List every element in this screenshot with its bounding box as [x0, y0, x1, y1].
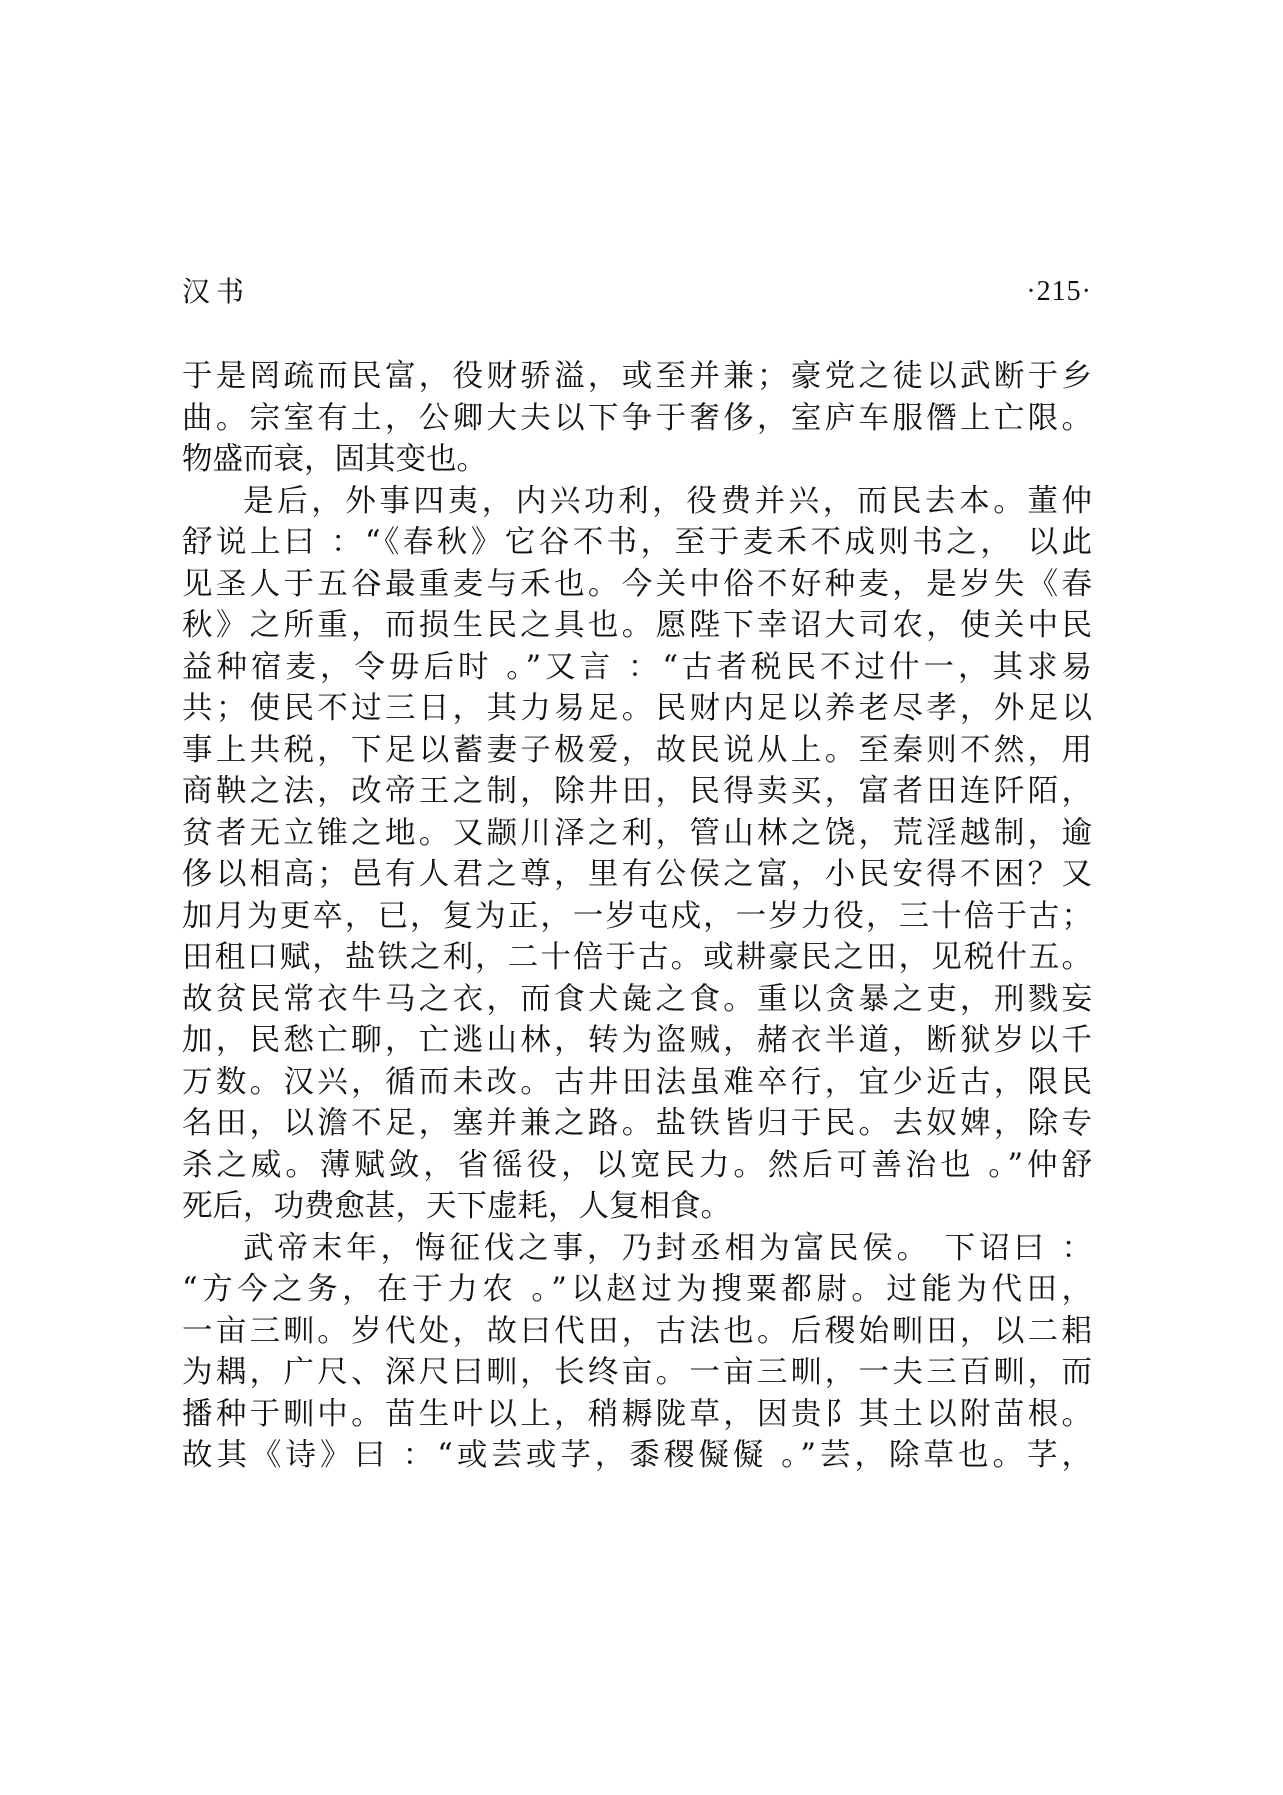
text-line: 商鞅之法，改帝王之制，除井田，民得卖买，富者田连阡陌，: [182, 774, 1092, 809]
text-line: 死后，功费愈甚，天下虚耗，人复相食。: [182, 1189, 731, 1224]
book-title: 汉书: [182, 275, 251, 308]
text-line: 共；使民不过三日，其力易足。民财内足以养老尽孝，外足以: [182, 691, 1092, 726]
text-line: 加，民愁亡聊，亡逃山林，转为盗贼，赭衣半道，断狱岁以千: [182, 1023, 1092, 1058]
text-line: 事上共税，下足以蓄妻子极爱，故民说从上。至秦则不然，用: [182, 732, 1092, 768]
text-line: 一亩三甽。岁代处，故曰代田，古法也。后稷始甽田，以二耜: [182, 1313, 1092, 1349]
page-number: ·215·: [1026, 276, 1092, 307]
paragraph-first-line: 是后，外事四夷，内兴功利，役费并兴，而民去本。董仲: [243, 483, 1092, 519]
text-line: 加月为更卒，已，复为正，一岁屯戍，一岁力役，三十倍于古；: [182, 898, 1092, 934]
text-line: 曲。宗室有土，公卿大夫以下争于奢侈，室庐车服僭上亡限。: [182, 400, 1092, 436]
body-text: [182, 356, 1092, 1477]
text-line: 物盛而衰，固其变也。: [182, 442, 487, 477]
text-line: 田租口赋，盐铁之利，二十倍于古。或耕豪民之田，见税什五。: [182, 940, 1092, 975]
running-head: [182, 272, 1092, 312]
text-line: 杀之威。薄赋敛，省徭役，以宽民力。然后可善治也 。”仲舒: [182, 1147, 1092, 1183]
text-line: 于是罔疏而民富，役财骄溢，或至并兼；豪党之徒以武断于乡: [182, 359, 1092, 394]
text-line: 见圣人于五谷最重麦与禾也。今关中俗不好种麦，是岁失《春: [182, 566, 1092, 602]
text-line: 为耦，广尺、深尺曰甽，长终亩。一亩三甽，一夫三百甽，而: [182, 1355, 1092, 1390]
text-line: 名田，以澹不足，塞并兼之路。盐铁皆归于民。去奴婢，除专: [182, 1106, 1092, 1141]
text-line: 故贫民常衣牛马之衣，而食犬彘之食。重以贪暴之吏，刑戮妄: [182, 981, 1092, 1017]
text-line: 侈以相高；邑有人君之尊，里有公侯之富，小民安得不困？又: [182, 857, 1092, 892]
text-line: 益种宿麦，令毋后时 。”又言 ：“古者税民不过什一，其求易: [182, 649, 1092, 685]
text-line: 故其《诗》曰 ：“或芸或芓，黍稷儗儗 。”芸，除草也。芓，: [182, 1438, 1092, 1473]
text-line: 万数。汉兴，循而未改。古井田法虽难卒行，宜少近古，限民: [182, 1064, 1092, 1100]
text-line: 舒说上曰 ：“《春秋》它谷不书，至于麦禾不成则书之， 以此: [182, 525, 1092, 560]
text-line: 秋》之所重，而损生民之具也。愿陛下幸诏大司农，使关中民: [182, 608, 1092, 643]
paragraph-first-line: 武帝末年，悔征伐之事，乃封丞相为富民侯。 下诏曰 ：: [243, 1230, 1092, 1266]
text-line: “方今之务，在于力农 。”以赵过为搜粟都尉。过能为代田，: [182, 1272, 1092, 1307]
text-line: 贫者无立锥之地。又颛川泽之利，管山林之饶，荒淫越制，逾: [182, 815, 1092, 851]
text-line: 播种于甽中。苗生叶以上，稍耨陇草，因贵阝其土以附苗根。: [182, 1396, 1092, 1432]
